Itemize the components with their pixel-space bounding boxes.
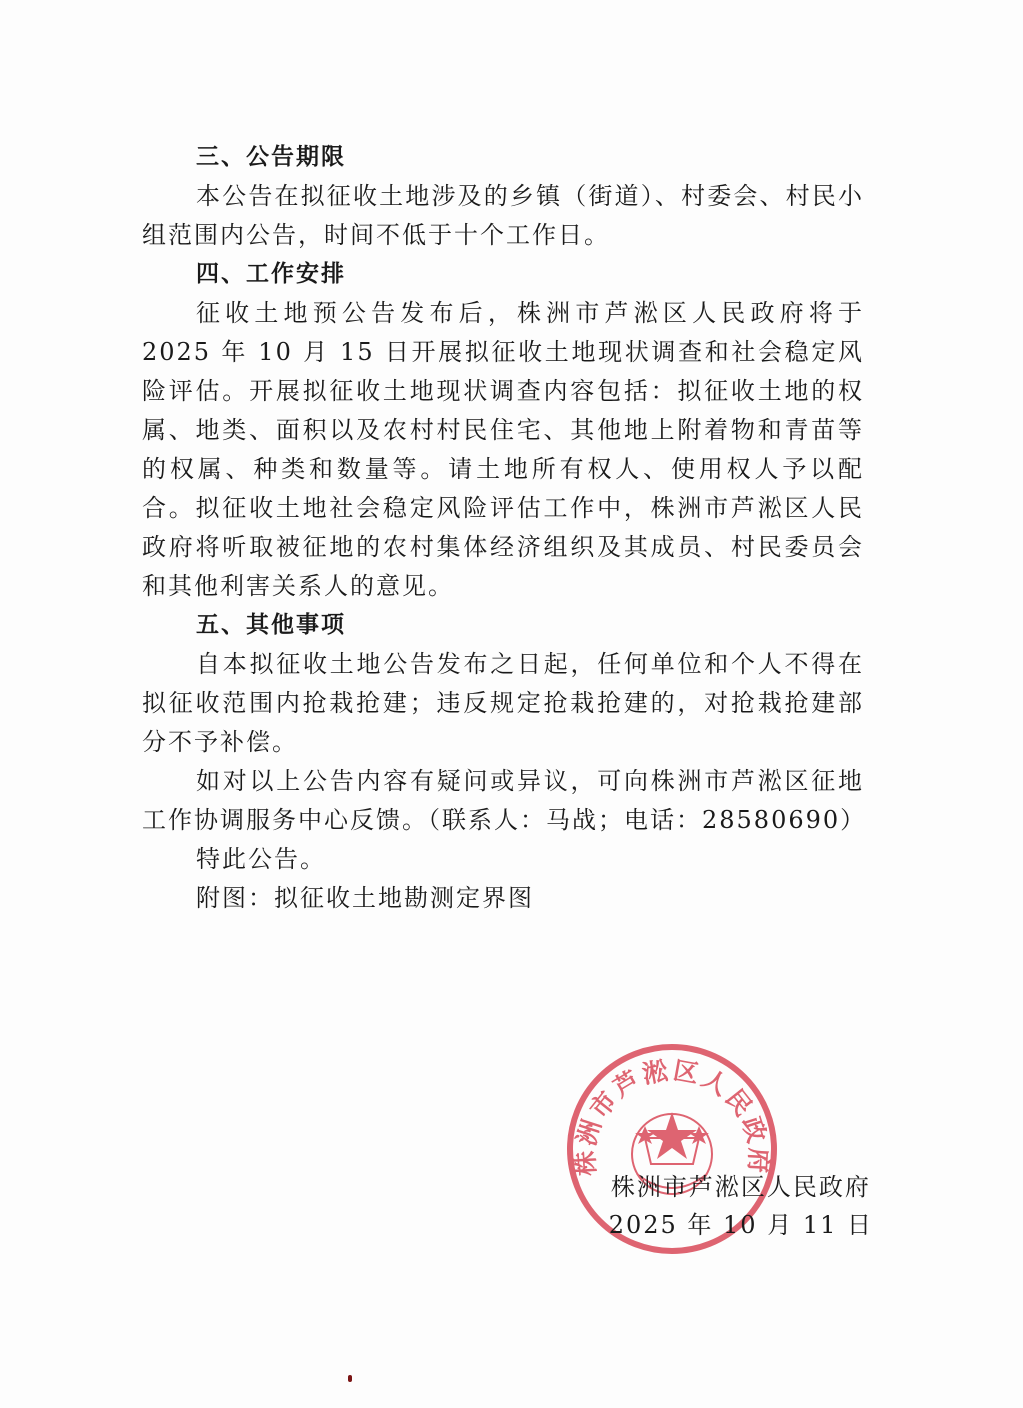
section-5-paragraph-2: 如对以上公告内容有疑问或异议，可向株洲市芦淞区征地工作协调服务中心反馈。（联系人：马战；电话：28580690） (142, 767, 867, 834)
ink-mark (348, 1375, 352, 1382)
section-5-heading: 五、其他事项 (196, 612, 346, 638)
closing-line: 特此公告。 (196, 845, 326, 873)
section-4-paragraph: 征收土地预公告发布后，株洲市芦淞区人民政府将于 2025 年 10 月 15 日开展拟征收土地现状调查和社会稳定风险评估。开展拟征收土地现状调查内容包括：拟征收土地的权属、地类、面积以及农村村民住宅、其他地上附着物和青苗等的权属、种类和数量等。请土地所有权人、使用权人予以配合。拟征收土地社会稳定风险评估工作中，株洲市芦淞区人民政府将听取被征地的农村集体经济组织及其成员、村民委员会和其他利害关系人的意见。 (142, 299, 864, 600)
issuing-organization: 株洲市芦淞区人民政府 (610, 1173, 871, 1201)
attachment-line: 附图：拟征收土地勘测定界图 (196, 884, 534, 912)
section-4-heading: 四、工作安排 (196, 261, 346, 287)
seal-text: 株洲市芦淞区人民政府 (570, 1055, 774, 1177)
section-5-paragraph-1: 自本拟征收土地公告发布之日起，任何单位和个人不得在拟征收范围内抢栽抢建；违反规定抢栽抢建的，对抢栽抢建部分不予补偿。 (142, 650, 864, 756)
section-3-heading: 三、公告期限 (196, 144, 346, 170)
signature-block (609, 1168, 873, 1244)
issue-date: 2025 年 10 月 11 日 (608, 1211, 873, 1239)
document-body (142, 138, 867, 918)
section-3-paragraph: 本公告在拟征收土地涉及的乡镇（街道）、村委会、村民小组范围内公告，时间不低于十个工作日。 (142, 182, 864, 249)
